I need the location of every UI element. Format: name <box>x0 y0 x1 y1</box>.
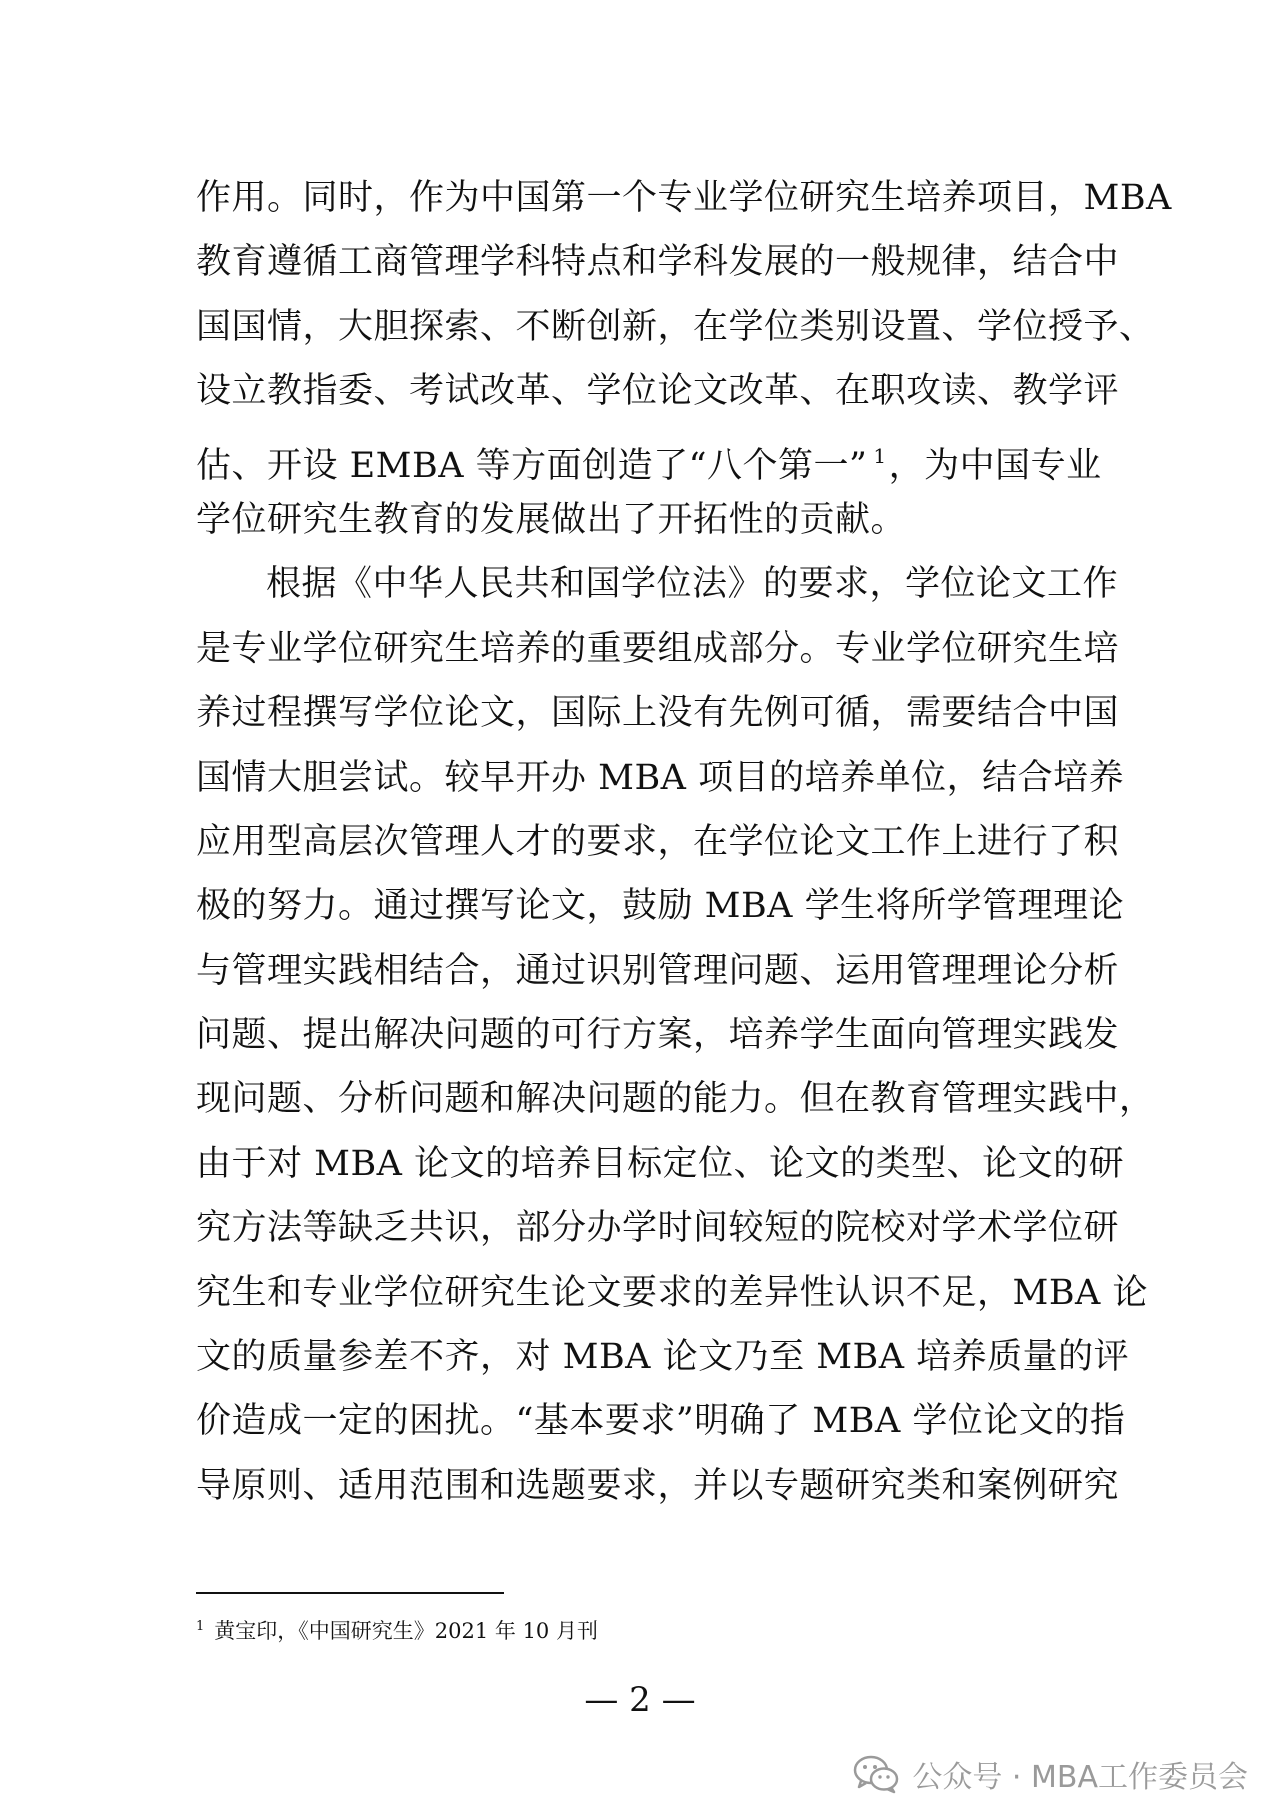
text-line: 养过程撰写学位论文，国际上没有先例可循，需要结合中国 <box>196 693 1120 734</box>
text-line-with-footnote-ref <box>196 424 1102 488</box>
text-line: 教育遵循工商管理学科特点和学科发展的一般规律，结合中 <box>196 242 1120 283</box>
footnote-reference: 1 <box>873 443 887 468</box>
watermark <box>852 1752 1248 1796</box>
paragraph-first-line: 根据《中华人民共和国学位法》的要求，学位论文工作 <box>266 564 1119 605</box>
text-line: 由于对 MBA 论文的培养目标定位、论文的类型、论文的研 <box>196 1143 1125 1184</box>
text-line: 问题、提出解决问题的可行方案，培养学生面向管理实践发 <box>196 1015 1120 1056</box>
text-line: 究方法等缺乏共识，部分办学时间较短的院校对学术学位研 <box>196 1208 1120 1249</box>
footnote <box>196 1612 598 1646</box>
text-line: 国情大胆尝试。较早开办 MBA 项目的培养单位，结合培养 <box>196 757 1125 798</box>
page-number: — 2 — <box>584 1680 696 1720</box>
text-line: 导原则、适用范围和选题要求，并以专题研究类和案例研究 <box>196 1465 1120 1506</box>
footnote-text: 黄宝印，《中国研究生》2021 年 10 月刊 <box>214 1619 598 1643</box>
text-line: 文的质量参差不齐，对 MBA 论文乃至 MBA 培养质量的评 <box>196 1337 1130 1378</box>
footnote-separator <box>196 1592 504 1594</box>
text-segment: 估、开设 EMBA 等方面创造了“八个第一” <box>196 445 868 486</box>
text-line: 应用型高层次管理人才的要求，在学位论文工作上进行了积 <box>196 821 1120 862</box>
text-line: 学位研究生教育的发展做出了开拓性的贡献。 <box>196 499 907 540</box>
text-line: 极的努力。通过撰写论文，鼓励 MBA 学生将所学管理理论 <box>196 886 1125 927</box>
text-line: 现问题、分析问题和解决问题的能力。但在教育管理实践中， <box>196 1079 1155 1120</box>
text-line: 究生和专业学位研究生论文要求的差异性认识不足，MBA 论 <box>196 1272 1148 1313</box>
text-line: 作用。同时，作为中国第一个专业学位研究生培养项目，MBA <box>196 178 1172 218</box>
watermark-text: 公众号 · MBA工作委员会 <box>912 1760 1248 1795</box>
text-segment: ，为中国专业 <box>888 445 1102 486</box>
text-line: 国国情，大胆探索、不断创新，在学位类别设置、学位授予、 <box>196 306 1155 347</box>
footnote-marker: 1 <box>196 1619 205 1634</box>
text-line: 价造成一定的困扰。“基本要求”明确了 MBA 学位论文的指 <box>196 1401 1126 1442</box>
body-text <box>196 166 1172 1518</box>
text-line: 与管理实践相结合，通过识别管理问题、运用管理理论分析 <box>196 950 1120 991</box>
text-line: 设立教指委、考试改革、学位论文改革、在职攻读、教学评 <box>196 371 1120 412</box>
text-line: 是专业学位研究生培养的重要组成部分。专业学位研究生培 <box>196 628 1120 669</box>
wechat-icon <box>852 1754 900 1794</box>
